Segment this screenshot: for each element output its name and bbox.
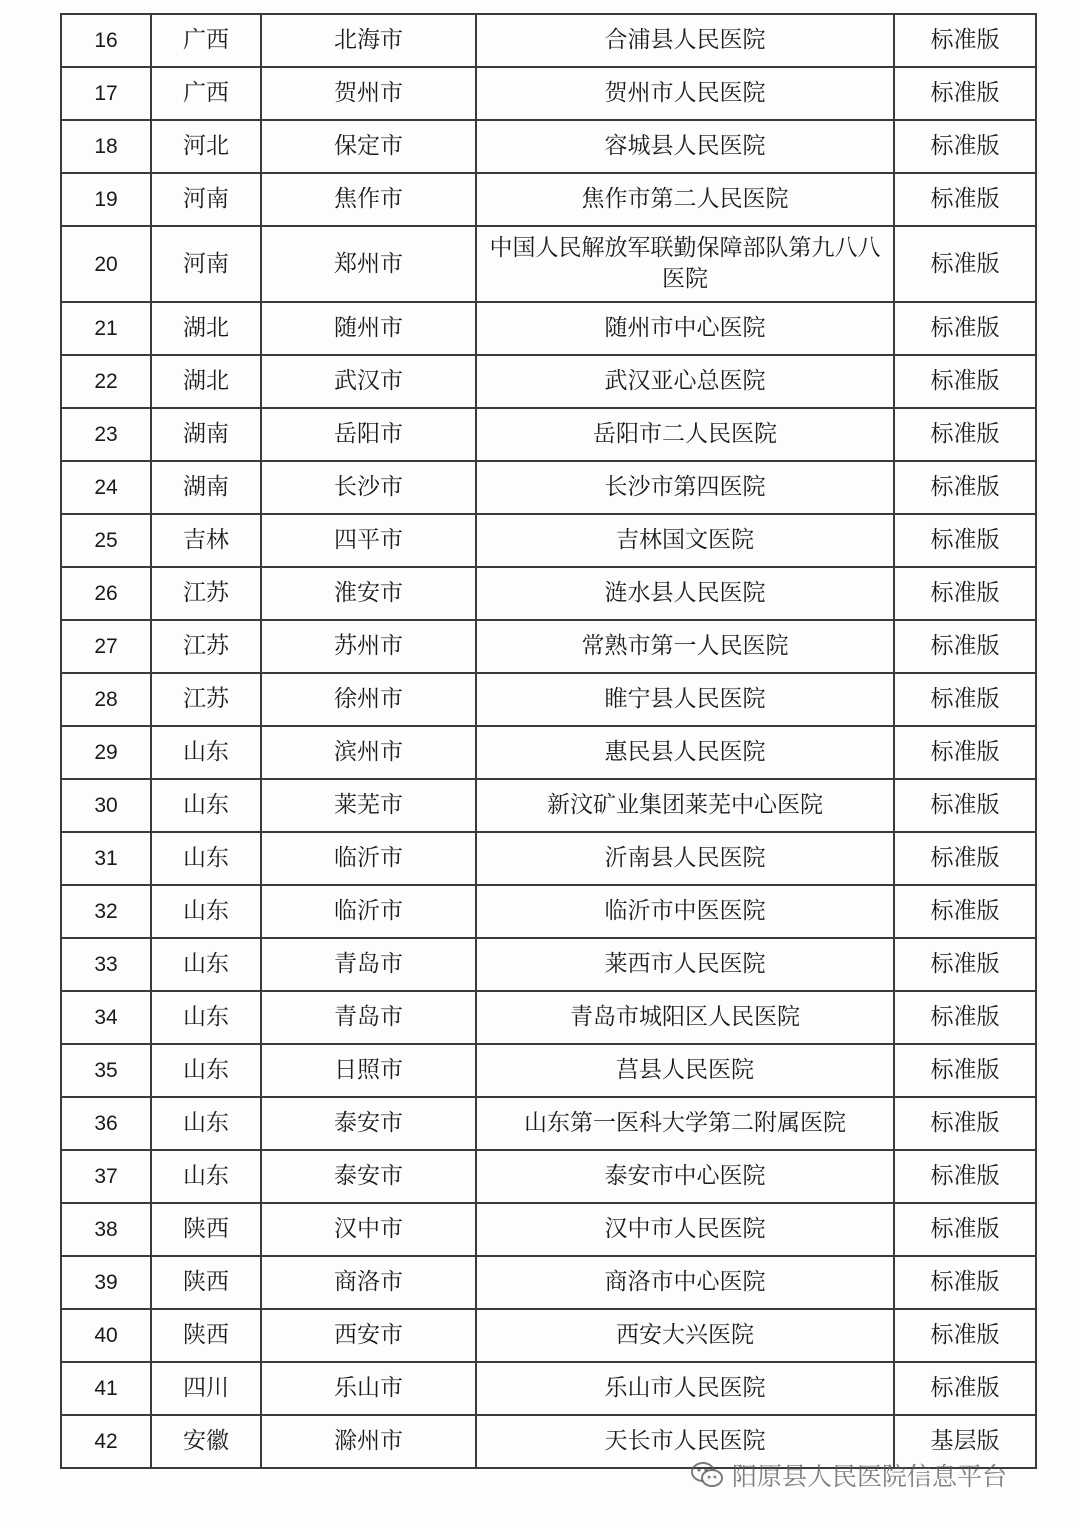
row-number: 31 (61, 832, 151, 885)
hospital-name-cell: 容城县人民医院 (476, 120, 894, 173)
hospital-name-cell: 沂南县人民医院 (476, 832, 894, 885)
table-row (61, 832, 1036, 885)
province-cell: 江苏 (151, 567, 261, 620)
row-number: 22 (61, 355, 151, 408)
version-cell: 标准版 (894, 1256, 1036, 1309)
city-cell: 滨州市 (261, 726, 476, 779)
province-cell: 山东 (151, 938, 261, 991)
row-number: 41 (61, 1362, 151, 1415)
city-cell: 淮安市 (261, 567, 476, 620)
version-cell: 标准版 (894, 1362, 1036, 1415)
row-number: 23 (61, 408, 151, 461)
version-cell: 标准版 (894, 1203, 1036, 1256)
province-cell: 河南 (151, 226, 261, 302)
version-cell: 标准版 (894, 991, 1036, 1044)
hospital-name-cell: 中国人民解放军联勤保障部队第九八八医院 (476, 226, 894, 302)
row-number: 16 (61, 14, 151, 67)
hospital-name-cell: 岳阳市二人民医院 (476, 408, 894, 461)
city-cell: 日照市 (261, 1044, 476, 1097)
province-cell: 山东 (151, 1150, 261, 1203)
table-row (61, 1097, 1036, 1150)
hospital-name-cell: 临沂市中医医院 (476, 885, 894, 938)
row-number: 38 (61, 1203, 151, 1256)
hospital-name-cell: 山东第一医科大学第二附属医院 (476, 1097, 894, 1150)
hospital-name-cell: 常熟市第一人民医院 (476, 620, 894, 673)
hospital-name-cell: 乐山市人民医院 (476, 1362, 894, 1415)
city-cell: 泰安市 (261, 1097, 476, 1150)
table-row (61, 885, 1036, 938)
row-number: 21 (61, 302, 151, 355)
table-row (61, 567, 1036, 620)
hospital-name-cell: 吉林国文医院 (476, 514, 894, 567)
table-row (61, 991, 1036, 1044)
city-cell: 武汉市 (261, 355, 476, 408)
row-number: 37 (61, 1150, 151, 1203)
hospital-name-cell: 合浦县人民医院 (476, 14, 894, 67)
province-cell: 山东 (151, 1044, 261, 1097)
city-cell: 泰安市 (261, 1150, 476, 1203)
row-number: 39 (61, 1256, 151, 1309)
row-number: 28 (61, 673, 151, 726)
table-row (61, 408, 1036, 461)
province-cell: 山东 (151, 726, 261, 779)
version-cell: 标准版 (894, 461, 1036, 514)
city-cell: 苏州市 (261, 620, 476, 673)
hospital-name-cell: 泰安市中心医院 (476, 1150, 894, 1203)
version-cell: 标准版 (894, 567, 1036, 620)
city-cell: 西安市 (261, 1309, 476, 1362)
table-row (61, 14, 1036, 67)
hospital-name-cell: 新汶矿业集团莱芜中心医院 (476, 779, 894, 832)
version-cell: 标准版 (894, 226, 1036, 302)
hospital-name-cell: 焦作市第二人民医院 (476, 173, 894, 226)
province-cell: 河南 (151, 173, 261, 226)
version-cell: 标准版 (894, 1150, 1036, 1203)
table-row (61, 120, 1036, 173)
province-cell: 湖南 (151, 408, 261, 461)
city-cell: 保定市 (261, 120, 476, 173)
row-number: 36 (61, 1097, 151, 1150)
table-row (61, 355, 1036, 408)
city-cell: 随州市 (261, 302, 476, 355)
version-cell: 标准版 (894, 120, 1036, 173)
city-cell: 商洛市 (261, 1256, 476, 1309)
version-cell: 标准版 (894, 620, 1036, 673)
version-cell: 标准版 (894, 355, 1036, 408)
table-row (61, 1309, 1036, 1362)
version-cell: 标准版 (894, 14, 1036, 67)
table-row (61, 1044, 1036, 1097)
table-row (61, 779, 1036, 832)
row-number: 25 (61, 514, 151, 567)
province-cell: 湖北 (151, 302, 261, 355)
version-cell: 标准版 (894, 1044, 1036, 1097)
table-row (61, 673, 1036, 726)
hospital-name-cell: 随州市中心医院 (476, 302, 894, 355)
version-cell: 标准版 (894, 302, 1036, 355)
version-cell: 标准版 (894, 67, 1036, 120)
version-cell: 标准版 (894, 885, 1036, 938)
row-number: 27 (61, 620, 151, 673)
province-cell: 陕西 (151, 1203, 261, 1256)
row-number: 35 (61, 1044, 151, 1097)
table-row (61, 514, 1036, 567)
table-row (61, 67, 1036, 120)
version-cell: 标准版 (894, 673, 1036, 726)
city-cell: 汉中市 (261, 1203, 476, 1256)
version-cell: 标准版 (894, 832, 1036, 885)
table-row (61, 302, 1036, 355)
city-cell: 郑州市 (261, 226, 476, 302)
row-number: 33 (61, 938, 151, 991)
version-cell: 标准版 (894, 726, 1036, 779)
hospital-name-cell: 汉中市人民医院 (476, 1203, 894, 1256)
row-number: 34 (61, 991, 151, 1044)
row-number: 30 (61, 779, 151, 832)
hospital-name-cell: 青岛市城阳区人民医院 (476, 991, 894, 1044)
row-number: 18 (61, 120, 151, 173)
province-cell: 安徽 (151, 1415, 261, 1468)
province-cell: 陕西 (151, 1256, 261, 1309)
version-cell: 标准版 (894, 514, 1036, 567)
hospital-name-cell: 天长市人民医院 (476, 1415, 894, 1468)
province-cell: 山东 (151, 1097, 261, 1150)
city-cell: 岳阳市 (261, 408, 476, 461)
table-row (61, 1362, 1036, 1415)
hospital-name-cell: 武汉亚心总医院 (476, 355, 894, 408)
table-row (61, 1256, 1036, 1309)
version-cell: 标准版 (894, 938, 1036, 991)
city-cell: 北海市 (261, 14, 476, 67)
city-cell: 莱芜市 (261, 779, 476, 832)
city-cell: 四平市 (261, 514, 476, 567)
city-cell: 临沂市 (261, 885, 476, 938)
table-row (61, 1415, 1036, 1468)
version-cell: 标准版 (894, 779, 1036, 832)
row-number: 19 (61, 173, 151, 226)
version-cell: 标准版 (894, 173, 1036, 226)
province-cell: 吉林 (151, 514, 261, 567)
hospital-name-cell: 睢宁县人民医院 (476, 673, 894, 726)
table-row (61, 620, 1036, 673)
row-number: 20 (61, 226, 151, 302)
version-cell: 标准版 (894, 1097, 1036, 1150)
province-cell: 陕西 (151, 1309, 261, 1362)
row-number: 40 (61, 1309, 151, 1362)
table-row (61, 726, 1036, 779)
province-cell: 江苏 (151, 673, 261, 726)
row-number: 26 (61, 567, 151, 620)
version-cell: 标准版 (894, 1309, 1036, 1362)
province-cell: 湖南 (151, 461, 261, 514)
hospital-name-cell: 惠民县人民医院 (476, 726, 894, 779)
city-cell: 青岛市 (261, 938, 476, 991)
city-cell: 焦作市 (261, 173, 476, 226)
province-cell: 四川 (151, 1362, 261, 1415)
hospital-name-cell: 涟水县人民医院 (476, 567, 894, 620)
row-number: 42 (61, 1415, 151, 1468)
table-row (61, 938, 1036, 991)
version-cell: 标准版 (894, 408, 1036, 461)
row-number: 32 (61, 885, 151, 938)
row-number: 17 (61, 67, 151, 120)
province-cell: 广西 (151, 67, 261, 120)
city-cell: 贺州市 (261, 67, 476, 120)
table-row (61, 1203, 1036, 1256)
hospital-name-cell: 商洛市中心医院 (476, 1256, 894, 1309)
row-number: 24 (61, 461, 151, 514)
city-cell: 长沙市 (261, 461, 476, 514)
city-cell: 青岛市 (261, 991, 476, 1044)
hospital-name-cell: 莒县人民医院 (476, 1044, 894, 1097)
row-number: 29 (61, 726, 151, 779)
province-cell: 湖北 (151, 355, 261, 408)
city-cell: 乐山市 (261, 1362, 476, 1415)
province-cell: 山东 (151, 779, 261, 832)
province-cell: 江苏 (151, 620, 261, 673)
city-cell: 徐州市 (261, 673, 476, 726)
city-cell: 滁州市 (261, 1415, 476, 1468)
table-row (61, 461, 1036, 514)
province-cell: 山东 (151, 991, 261, 1044)
province-cell: 山东 (151, 885, 261, 938)
hospital-list-table (60, 13, 1037, 1469)
hospital-name-cell: 莱西市人民医院 (476, 938, 894, 991)
version-cell: 基层版 (894, 1415, 1036, 1468)
hospital-name-cell: 长沙市第四医院 (476, 461, 894, 514)
table-row (61, 1150, 1036, 1203)
hospital-name-cell: 西安大兴医院 (476, 1309, 894, 1362)
table-row (61, 226, 1036, 302)
watermark-text: 阳原县人民医院信息平台 (732, 1462, 1008, 1491)
province-cell: 山东 (151, 832, 261, 885)
province-cell: 广西 (151, 14, 261, 67)
hospital-name-cell: 贺州市人民医院 (476, 67, 894, 120)
province-cell: 河北 (151, 120, 261, 173)
table-row (61, 173, 1036, 226)
table-body (61, 14, 1036, 1468)
city-cell: 临沂市 (261, 832, 476, 885)
